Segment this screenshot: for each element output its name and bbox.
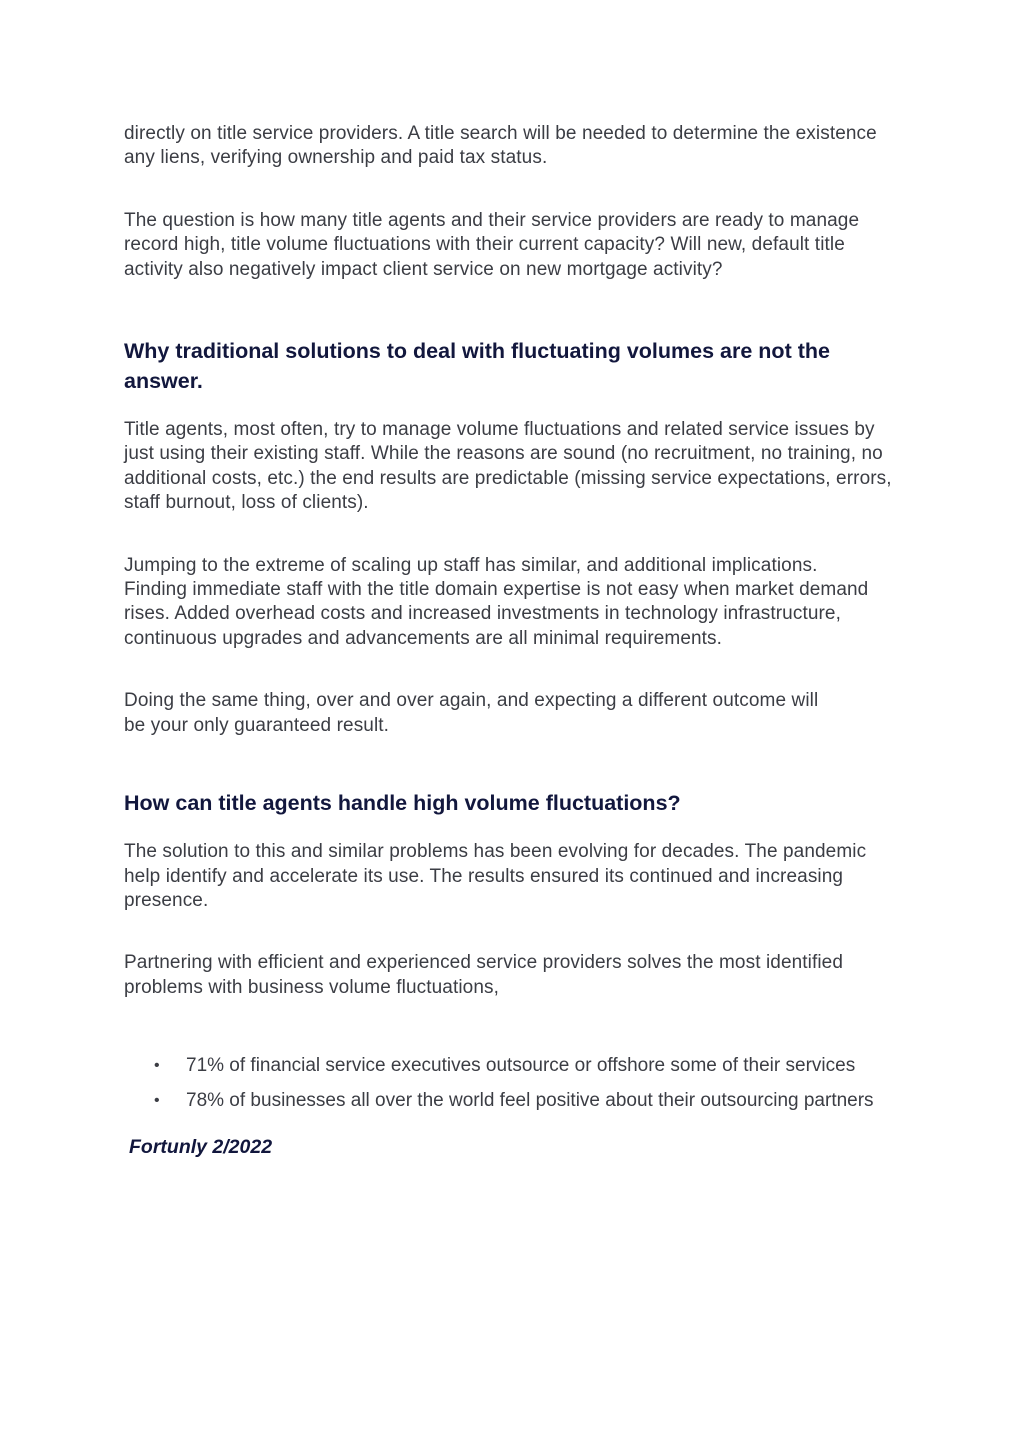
statistics-list	[124, 1048, 884, 1118]
list-item	[124, 1083, 884, 1118]
paragraph-existing-staff: Title agents, most often, try to manage volume fluctuations and related service issues by just using their existing staff. While the reasons are sound (no recruitment, no training, no additional costs, etc.) the end results are predictable (missing service expectations, errors, staff burnout, loss of clients).	[124, 419, 892, 514]
source-citation: Fortunly 2/2022	[129, 1136, 273, 1159]
bullet-icon: •	[154, 1057, 160, 1075]
paragraph-capacity-question: The question is how many title agents and their service providers are ready to manage record high, title volume fluctuations with their current capacity? Will new, default title activity also negatively impact client service on new mortgage activity?	[124, 209, 860, 280]
paragraph-same-thing: Doing the same thing, over and over again, and expecting a different outcome will be your only guaranteed result.	[124, 690, 819, 736]
bullet-icon: •	[154, 1092, 160, 1110]
paragraph-title-search: directly on title service providers. A title search will be needed to determine the existence any liens, verifying ownership and paid tax status.	[124, 123, 877, 169]
heading-how-handle: How can title agents handle high volume fluctuations?	[124, 791, 681, 816]
document-page	[124, 122, 914, 1160]
list-item-text: 78% of businesses all over the world feel positive about their outsourcing partners	[186, 1090, 874, 1112]
paragraph-partnering: Partnering with efficient and experienced service providers solves the most identified problems with business volume fluctuations,	[124, 952, 844, 998]
paragraph-scaling-staff: Jumping to the extreme of scaling up staff has similar, and additional implications. Finding immediate staff with the title domain expertise is not easy when market demand rises. Added overhead costs and increased investments in technology infrastructure, continuous upgrades and advancements are all minimal requirements.	[124, 554, 869, 649]
list-item-text: 71% of financial service executives outsource or offshore some of their services	[186, 1055, 856, 1077]
heading-traditional-solutions: Why traditional solutions to deal with fluctuating volumes are not the answer.	[124, 339, 830, 394]
paragraph-solution: The solution to this and similar problems has been evolving for decades. The pandemic help identify and accelerate its use. The results ensured its continued and increasing presence.	[124, 841, 867, 911]
list-item	[124, 1048, 884, 1083]
